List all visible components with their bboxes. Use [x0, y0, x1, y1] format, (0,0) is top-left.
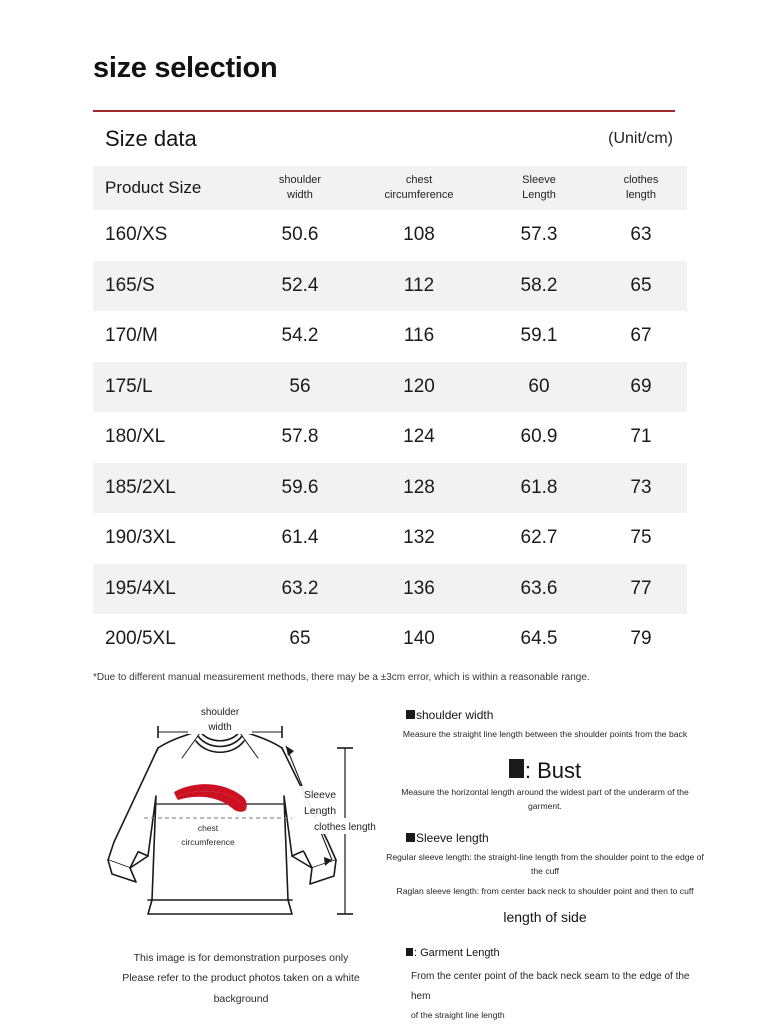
header-line-1: shoulder: [278, 174, 322, 187]
column-header-product-size: Product Size: [105, 178, 202, 197]
column-header-clothes-length: [595, 166, 687, 210]
cell-clothes-length: 77: [630, 577, 652, 599]
column-header-chest-circumference: [355, 166, 483, 210]
instruction-heading-text: shoulder width: [416, 708, 494, 722]
instruction-bust: [385, 758, 705, 814]
cell-shoulder-width: 52.4: [281, 274, 319, 296]
table-row: [93, 412, 687, 463]
cell-sleeve-length: 62.7: [520, 527, 558, 549]
instruction-heading-text: : Bust: [524, 757, 582, 783]
diagram-caption-line1: This image is for demonstration purposes only: [133, 952, 349, 964]
clothes-length-label: clothes length: [314, 822, 376, 833]
length-of-side-label: length of side: [503, 908, 587, 925]
cell-sleeve-length: 63.6: [520, 577, 558, 599]
cell-clothes-length: 75: [630, 527, 652, 549]
missing-glyph-icon: [406, 833, 415, 842]
measurement-disclaimer: *Due to different manual measurement methods, there may be a ±3cm error, which is within a reasonable range.: [93, 672, 590, 683]
cell-chest-circumference: 132: [403, 527, 435, 549]
instruction-sleeve-length: [385, 831, 705, 924]
cell-sleeve-length: 59.1: [520, 325, 558, 347]
instruction-garment-length: [385, 947, 705, 1024]
cell-shoulder-width: 65: [289, 628, 311, 650]
instruction-body-regular: Regular sleeve length: the straight-line length from the shoulder point to the edge of the cuff: [386, 852, 704, 876]
instruction-heading-text: Sleeve length: [416, 831, 489, 846]
cell-shoulder-width: 54.2: [281, 325, 319, 347]
header-line-2: circumference: [384, 189, 454, 201]
instruction-body-line2: of the straight line length: [411, 1009, 505, 1020]
instruction-heading: [385, 708, 705, 722]
instruction-body-raglan: Raglan sleeve length: from center back neck to shoulder point and then to cuff: [396, 885, 694, 896]
cell-chest-circumference: 108: [403, 224, 435, 246]
sweatshirt-illustration: [96, 700, 381, 950]
cell-clothes-length: 69: [630, 375, 652, 397]
table-row: [93, 463, 687, 514]
instruction-heading: [385, 758, 705, 784]
table-row: [93, 614, 687, 665]
cell-clothes-length: 71: [630, 426, 652, 448]
table-row: [93, 261, 687, 312]
cell-chest-circumference: 116: [403, 325, 435, 347]
cell-size: 195/4XL: [105, 577, 176, 599]
missing-glyph-icon: [406, 710, 415, 719]
instruction-heading-text: : Garment Length: [414, 946, 500, 959]
cell-chest-circumference: 120: [403, 375, 435, 397]
cell-shoulder-width: 57.8: [281, 426, 319, 448]
cell-shoulder-width: 59.6: [281, 476, 319, 498]
cell-shoulder-width: 63.2: [281, 577, 319, 599]
instruction-heading: [385, 831, 705, 845]
cell-chest-circumference: 140: [403, 628, 435, 650]
cell-sleeve-length: 57.3: [520, 224, 558, 246]
table-row: [93, 513, 687, 564]
shoulder-width-label-line2: width: [208, 722, 232, 733]
cell-sleeve-length: 60: [528, 375, 550, 397]
cell-clothes-length: 67: [630, 325, 652, 347]
cell-size: 170/M: [105, 325, 158, 347]
table-row: [93, 362, 687, 413]
cell-size: 190/3XL: [105, 527, 176, 549]
cell-size: 165/S: [105, 274, 155, 296]
instruction-body: [385, 967, 705, 1024]
table-row: [93, 210, 687, 261]
table-header-row: [93, 166, 687, 210]
missing-glyph-icon: [509, 759, 524, 778]
cell-chest-circumference: 124: [403, 426, 435, 448]
garment-diagram: [96, 700, 381, 950]
cell-clothes-length: 73: [630, 476, 652, 498]
size-table: [93, 166, 687, 665]
cell-sleeve-length: 60.9: [520, 426, 558, 448]
cell-clothes-length: 63: [630, 224, 652, 246]
instruction-heading: [385, 947, 705, 959]
sleeve-length-label-line1: Sleeve: [303, 789, 337, 801]
cell-chest-circumference: 128: [403, 476, 435, 498]
cell-size: 160/XS: [105, 224, 168, 246]
cell-shoulder-width: 50.6: [281, 224, 319, 246]
cell-size: 180/XL: [105, 426, 166, 448]
header-line-2: Length: [522, 189, 556, 201]
instruction-body: Measure the straight line length between the shoulder points from the back: [402, 729, 688, 739]
header-line-1: clothes: [623, 174, 659, 187]
shoulder-width-label-line1: shoulder: [200, 707, 240, 718]
sleeve-length-label-line2: Length: [303, 805, 337, 817]
unit-label: (Unit/cm): [608, 130, 673, 147]
size-data-caption-row: [93, 120, 675, 164]
cell-size: 185/2XL: [105, 476, 176, 498]
column-header-sleeve-length: [483, 166, 595, 210]
column-header-shoulder-width: [245, 166, 355, 210]
cell-shoulder-width: 56: [289, 375, 311, 397]
cell-clothes-length: 79: [630, 628, 652, 650]
cell-sleeve-length: 64.5: [520, 628, 558, 650]
header-line-2: length: [626, 189, 656, 201]
header-line-1: chest: [405, 174, 433, 187]
cell-sleeve-length: 61.8: [520, 476, 558, 498]
missing-glyph-icon: [406, 948, 413, 956]
cell-shoulder-width: 61.4: [281, 527, 319, 549]
cell-sleeve-length: 58.2: [520, 274, 558, 296]
page-title: size selection: [93, 52, 278, 84]
instruction-shoulder-width: [385, 708, 705, 742]
lower-section: [0, 700, 768, 1024]
size-data-label: Size data: [105, 126, 197, 151]
measurement-instructions: [385, 708, 705, 1028]
cell-chest-circumference: 136: [403, 577, 435, 599]
instruction-body: Measure the horizontal length around the widest part of the underarm of the garment.: [401, 786, 689, 811]
cell-size: 175/L: [105, 375, 153, 397]
diagram-caption: [96, 948, 386, 1009]
accent-divider: [93, 110, 675, 112]
chest-label-line2: circumference: [181, 837, 235, 847]
diagram-caption-line2: Please refer to the product photos taken on a white background: [122, 972, 360, 1005]
instruction-body-line1: From the center point of the back neck seam to the edge of the hem: [411, 970, 690, 1002]
cell-size: 200/5XL: [105, 628, 176, 650]
header-line-1: Sleeve: [522, 174, 556, 187]
table-row: [93, 311, 687, 362]
table-row: [93, 564, 687, 615]
chest-label-line1: chest: [197, 823, 219, 833]
cell-chest-circumference: 112: [403, 274, 435, 296]
header-line-2: width: [287, 189, 313, 201]
cell-clothes-length: 65: [630, 274, 652, 296]
